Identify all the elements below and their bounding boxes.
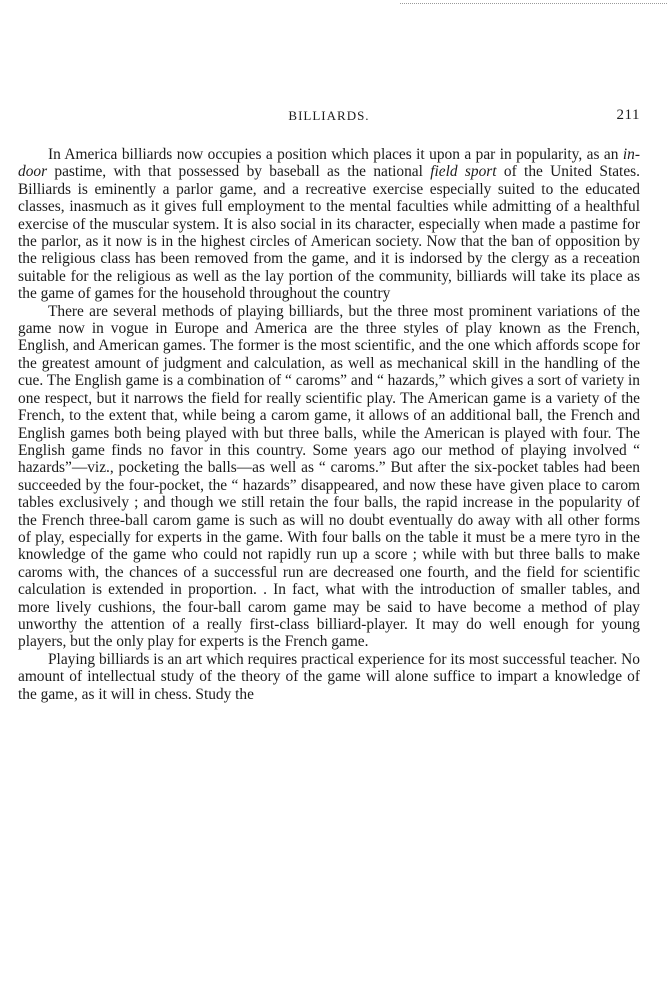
italic-phrase: field sport <box>430 163 497 181</box>
text-run: of the United States. Billiards is eminently a parlor game, and a recreative exercise especially suited to the educated classes, inasmuch as it gives full employment to the mental faculties while admitting of a healthful exercise of the muscular system. It is also social in its character, especially when made a pastime for the parlor, as it now is in the highest circles of American society. Now that the ban of opposition by the religious class has been removed from the game, and it is indorsed by the clergy as a receation suitable for the religious as well as the lay portion of the community, billiards will take its place as the game of games for the household throughout the country <box>18 163 640 303</box>
running-title: BILLIARDS. <box>288 108 370 123</box>
text-run: Playing billiards is an art which requires practical experience for its most successful teacher. No amount of intellectual study of the theory of the game will alone suffice to impart a knowledge of the game, as it will in chess. Study the <box>18 650 640 703</box>
top-edge-rule <box>400 0 667 4</box>
paragraph-1 <box>18 146 640 303</box>
text-run: There are several methods of playing billiards, but the three most prominent variations of the game now in vogue in Europe and America are the three styles of play known as the French, English, and American games. The former is the most scientific, and the one which affords scope for the greatest amount of judgment and calculation, as well as mechanical skill in the handling of the cue. The English game is a combination of “ caroms” and “ hazards,” which gives a sort of variety in one respect, but it narrows the field for really scientific play. The American game is a variety of the French, to the extent that, while being a carom game, it allows of an additional ball, the French and English games both being played with but three balls, while the American is played with four. The English game finds no favor in this country. Some years ago our method of playing involved “ hazards”—viz., pocketing the balls—as well as “ caroms.” But after the six-pocket tables had been succeeded by the four-pocket, the “ hazards” disappeared, and now these have given place to carom tables exclusively ; and though we still retain the four balls, the rapid increase in the popularity of the French three-ball carom game is such as will no doubt eventually do away with all other forms of play, especially for experts in the game. With four balls on the table it must be a mere tyro in the knowledge of the game who could not rapidly run up a score ; while with but three balls to make caroms with, the chances of a successful run are decreased one fourth, and the field for scientific calculation is extended in proportion. . In fact, what with the introduction of smaller tables, and more lively cushions, the four-ball carom game may be said to have become a method of play unworthy the attention of a really first-class billiard-player. It may do well enough for young players, but the only play for experts is the French game. <box>18 302 640 651</box>
italic-phrase: in-door <box>18 146 640 181</box>
paragraph-3 <box>18 651 640 703</box>
page-number: 211 <box>616 107 640 123</box>
body-text <box>18 146 640 703</box>
page-header <box>18 108 640 130</box>
text-run: In America billiards now occupies a position which places it upon a par in popularity, as an <box>48 146 623 163</box>
book-page <box>18 108 640 703</box>
paragraph-2 <box>18 303 640 651</box>
text-run: pastime, with that possessed by baseball as the national <box>47 163 431 181</box>
